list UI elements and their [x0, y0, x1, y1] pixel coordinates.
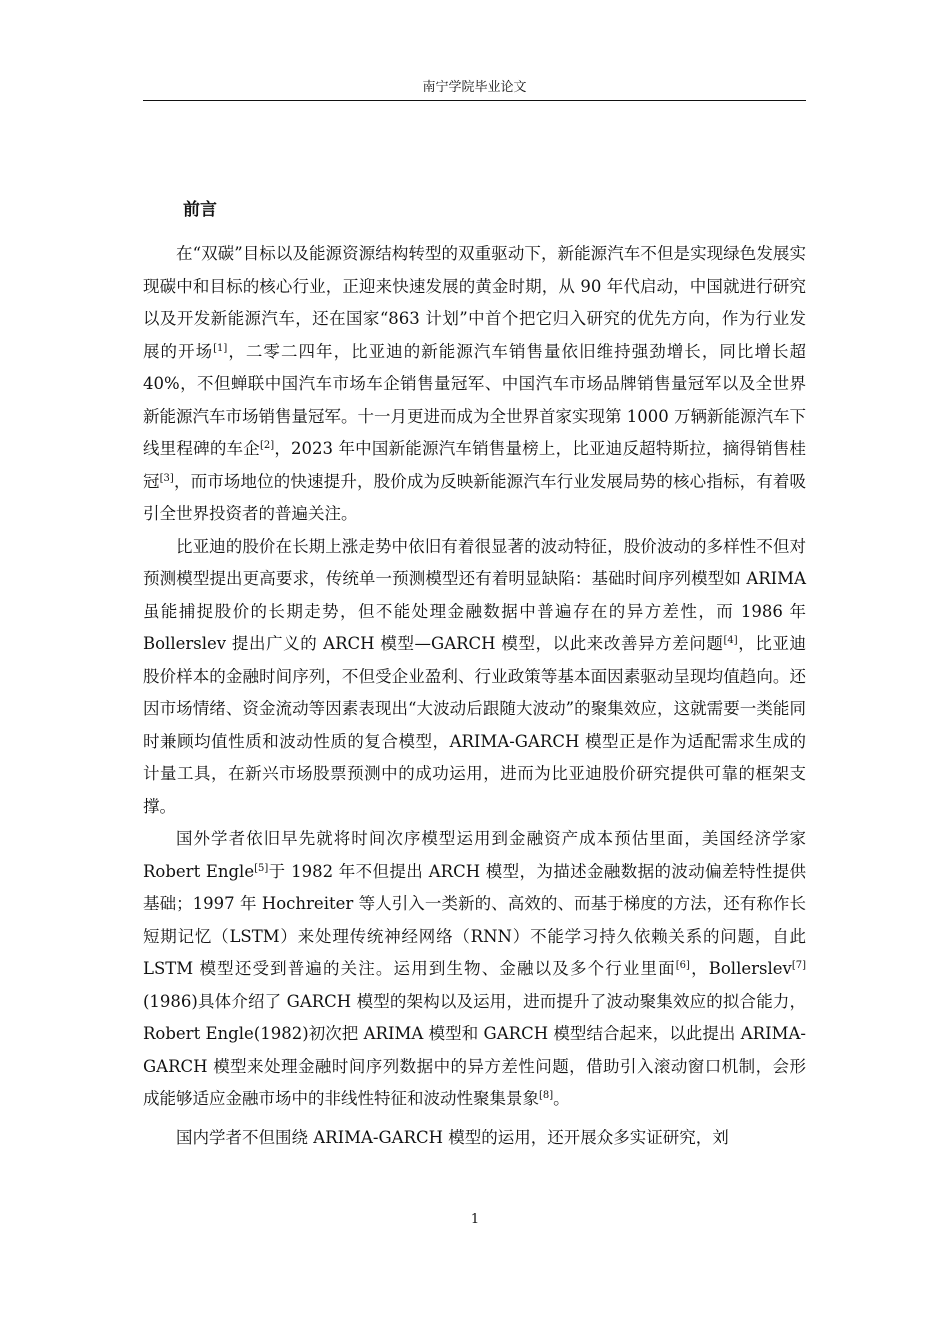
running-header: 南宁学院毕业论文 — [422, 80, 527, 95]
text-run: 国外学者依旧早先就将时间次序模型运用到金融资产成本预估里面，美国经济学家 Robert Engle — [143, 829, 806, 881]
text-run: 比亚迪的股价在长期上涨走势中依旧有着很显著的波动特征，股价波动的多样性不但对预测模型提出更高要求，传统单一预测模型还有着明显缺陷：基础时间序列模型如 ARIMA 虽能捕捉股价的长期走势，但不能处理金融数据中普遍存在的异方差性，而 1986 年 Bollerslev 提出广义的 ARCH 模型—GARCH 模型，以此来改善异方差问题 — [143, 536, 806, 653]
citation: [5] — [254, 862, 269, 874]
text-run: ，而市场地位的快速提升，股价成为反映新能源汽车行业发展局势的核心指标，有着吸引全世界投资者的普遍关注。 — [143, 471, 807, 523]
paragraph-3 — [143, 823, 806, 1116]
page-number: 1 — [470, 1212, 480, 1227]
text-run: ，比亚迪股价样本的金融时间序列，不但受企业盈利、行业政策等基本面因素驱动呈现均值趋向。还因市场情绪、资金流动等因素表现出“大波动后跟随大波动”的聚集效应，这就需要一类能同时兼顾均值性质和波动性质的复合模型，ARIMA-GARCH 模型正是作为适配需求生成的计量工具，在新兴市场股票预测中的成功运用，进而为比亚迪股价研究提供可靠的框架支撑。 — [143, 634, 807, 816]
text-run: ，二零二四年，比亚迪的新能源汽车销售量依旧维持强劲增长，同比增长超 40%，不但蝉联中国汽车市场车企销售量冠军、中国汽车市场品牌销售量冠军以及全世界新能源汽车市场销售量冠军。十一月更进而成为全世界首家实现第 1000 万辆新能源汽车下线里程碑的车企 — [143, 341, 807, 458]
text-run: 于 1982 年不但提出 ARCH 模型，为描述金融数据的波动偏差特性提供基础；1997 年 Hochreiter 等人引入一类新的、高效的、而基于梯度的方法，还有称作长短期记忆（LSTM）来处理传统神经网络（RNN）不能学习持久依赖关系的问题，自此 LSTM 模型还受到普遍的关注。运用到生物、金融以及多个行业里面 — [143, 861, 806, 978]
citation: [2] — [259, 440, 275, 451]
text-run: 国内学者不但围绕 ARIMA-GARCH 模型的运用，还开展众多实证研究，刘 — [176, 1127, 729, 1147]
text-run: 。 — [553, 1089, 570, 1108]
section-heading: 前言 — [183, 200, 217, 220]
paragraph-1 — [143, 238, 806, 531]
citation: [6] — [675, 960, 690, 971]
citation: [8] — [539, 1090, 554, 1101]
citation: [3] — [159, 472, 174, 484]
text-run: ，2023 年中国新能源汽车销售量榜上，比亚迪反超特斯拉，摘得销售桂冠 — [143, 439, 806, 491]
paragraph-2 — [143, 531, 806, 824]
header-rule — [143, 100, 806, 101]
text-run: (1986)具体介绍了 GARCH 模型的架构以及运用，进而提升了波动聚集效应的拟合能力，Robert Engle(1982)初次把 ARIMA 模型和 GARCH 模型结合起来，以此提出 ARIMA-GARCH 模型来处理金融时间序列数据中的异方差性问题，借助引入滚动窗口机制，会形成能够适应金融市场中的非线性特征和波动性聚集景象 — [143, 991, 806, 1108]
paragraph-4 — [143, 1122, 806, 1155]
text-run: ，Bollerslev — [689, 959, 792, 978]
text-run: 在“双碳”目标以及能源资源结构转型的双重驱动下，新能源汽车不但是实现绿色发展实现碳中和目标的核心行业，正迎来快速发展的黄金时期，从 90 年代启动，中国就进行研究以及开发新能源汽车，还在国家“863 计划”中首个把它归入研究的优先方向，作为行业发展的开场 — [143, 244, 806, 361]
citation: [4] — [723, 635, 738, 646]
citation: [7] — [791, 960, 806, 971]
body-text — [143, 238, 806, 1154]
citation: [1] — [213, 342, 228, 354]
